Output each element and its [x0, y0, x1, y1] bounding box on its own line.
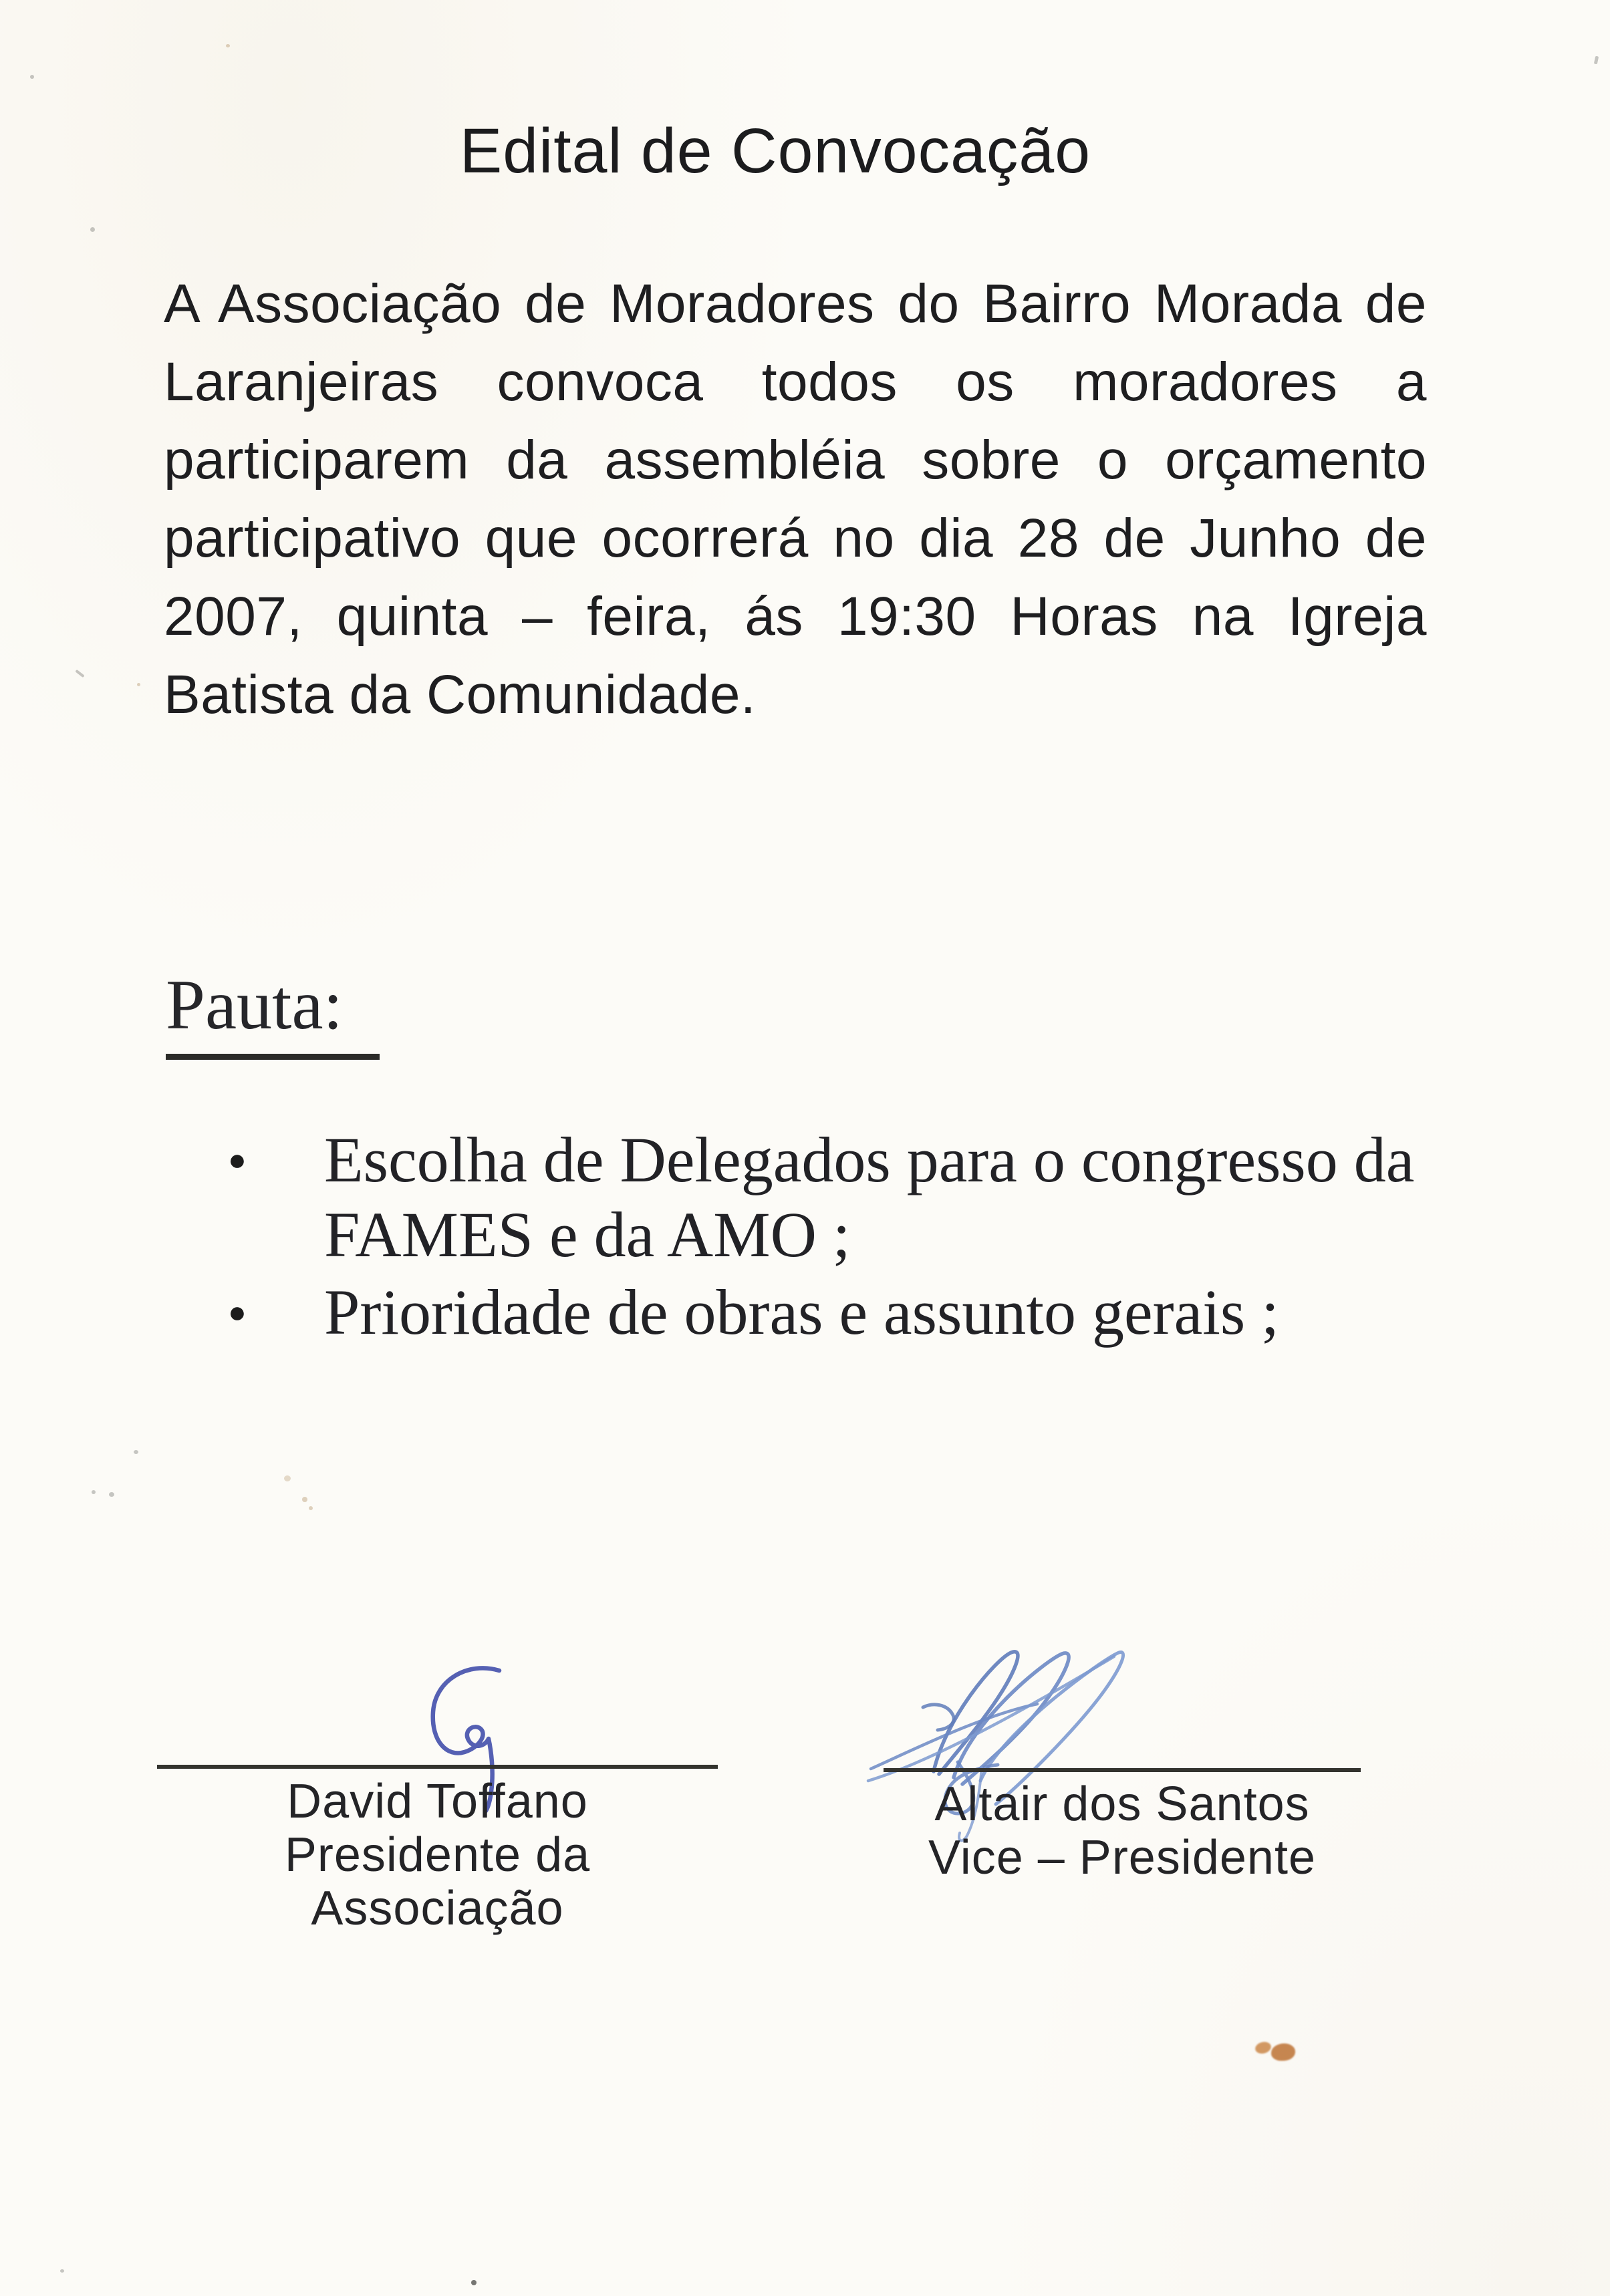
paragraph-line: participarem da assembléia sobre o orçamento [164, 430, 1427, 490]
bullet-icon: ● [228, 1295, 247, 1329]
signatory-name-left: David Toffano [287, 1775, 588, 1828]
paper-speckle [309, 1506, 313, 1510]
signatory-name-right: Altair dos Santos [934, 1777, 1310, 1831]
signature-block-left [157, 1775, 718, 1935]
paper-speckle [90, 227, 95, 232]
signatory-role-left: Presidente da Associação [284, 1828, 591, 1935]
paper-speckle [226, 44, 230, 47]
paper-speckle [284, 1475, 291, 1481]
agenda-item [228, 1275, 1438, 1350]
paragraph-line: participativo que ocorrerá no dia 28 de Junho de [164, 508, 1427, 569]
agenda-list [228, 1123, 1438, 1352]
signatory-role-right: Vice – Presidente [928, 1831, 1317, 1884]
document-title: Edital de Convocação [459, 116, 1091, 186]
signature-block-right [884, 1777, 1361, 1884]
signature-line-left [157, 1765, 718, 1769]
signature-line-right [884, 1768, 1361, 1772]
paper-speckle [134, 1450, 138, 1454]
paper-speckle [60, 2269, 64, 2273]
body-paragraph [164, 265, 1427, 734]
paper-speckle [30, 75, 34, 79]
paper-speckle [109, 1492, 114, 1497]
paragraph-line: A Associação de Moradores do Bairro Morada de [164, 273, 1427, 334]
paragraph-line: Laranjeiras convoca todos os moradores a [164, 351, 1427, 412]
paper-stain [1271, 2043, 1295, 2061]
paper-speckle [471, 2280, 477, 2285]
agenda-item-text [324, 1123, 1438, 1272]
paper-stain [1254, 2040, 1272, 2055]
agenda-item-line: FAMES e da AMO ; [324, 1199, 851, 1270]
paragraph-line: Batista da Comunidade. [164, 664, 757, 725]
agenda-item [228, 1123, 1438, 1272]
paper-speckle [137, 683, 140, 686]
paper-speckle [1594, 56, 1599, 65]
agenda-heading-text: Pauta: [166, 964, 380, 1060]
agenda-item-text [324, 1275, 1438, 1350]
paragraph-line: 2007, quinta – feira, ás 19:30 Horas na Igreja [164, 586, 1427, 647]
paper-speckle [75, 670, 84, 678]
bullet-icon: ● [228, 1143, 247, 1177]
agenda-item-line: Prioridade de obras e assunto gerais ; [324, 1276, 1279, 1348]
agenda-heading [166, 964, 380, 1060]
paper-speckle [302, 1497, 307, 1502]
agenda-item-line: Escolha de Delegados para o congresso da [324, 1124, 1415, 1195]
paper-speckle [92, 1490, 96, 1494]
